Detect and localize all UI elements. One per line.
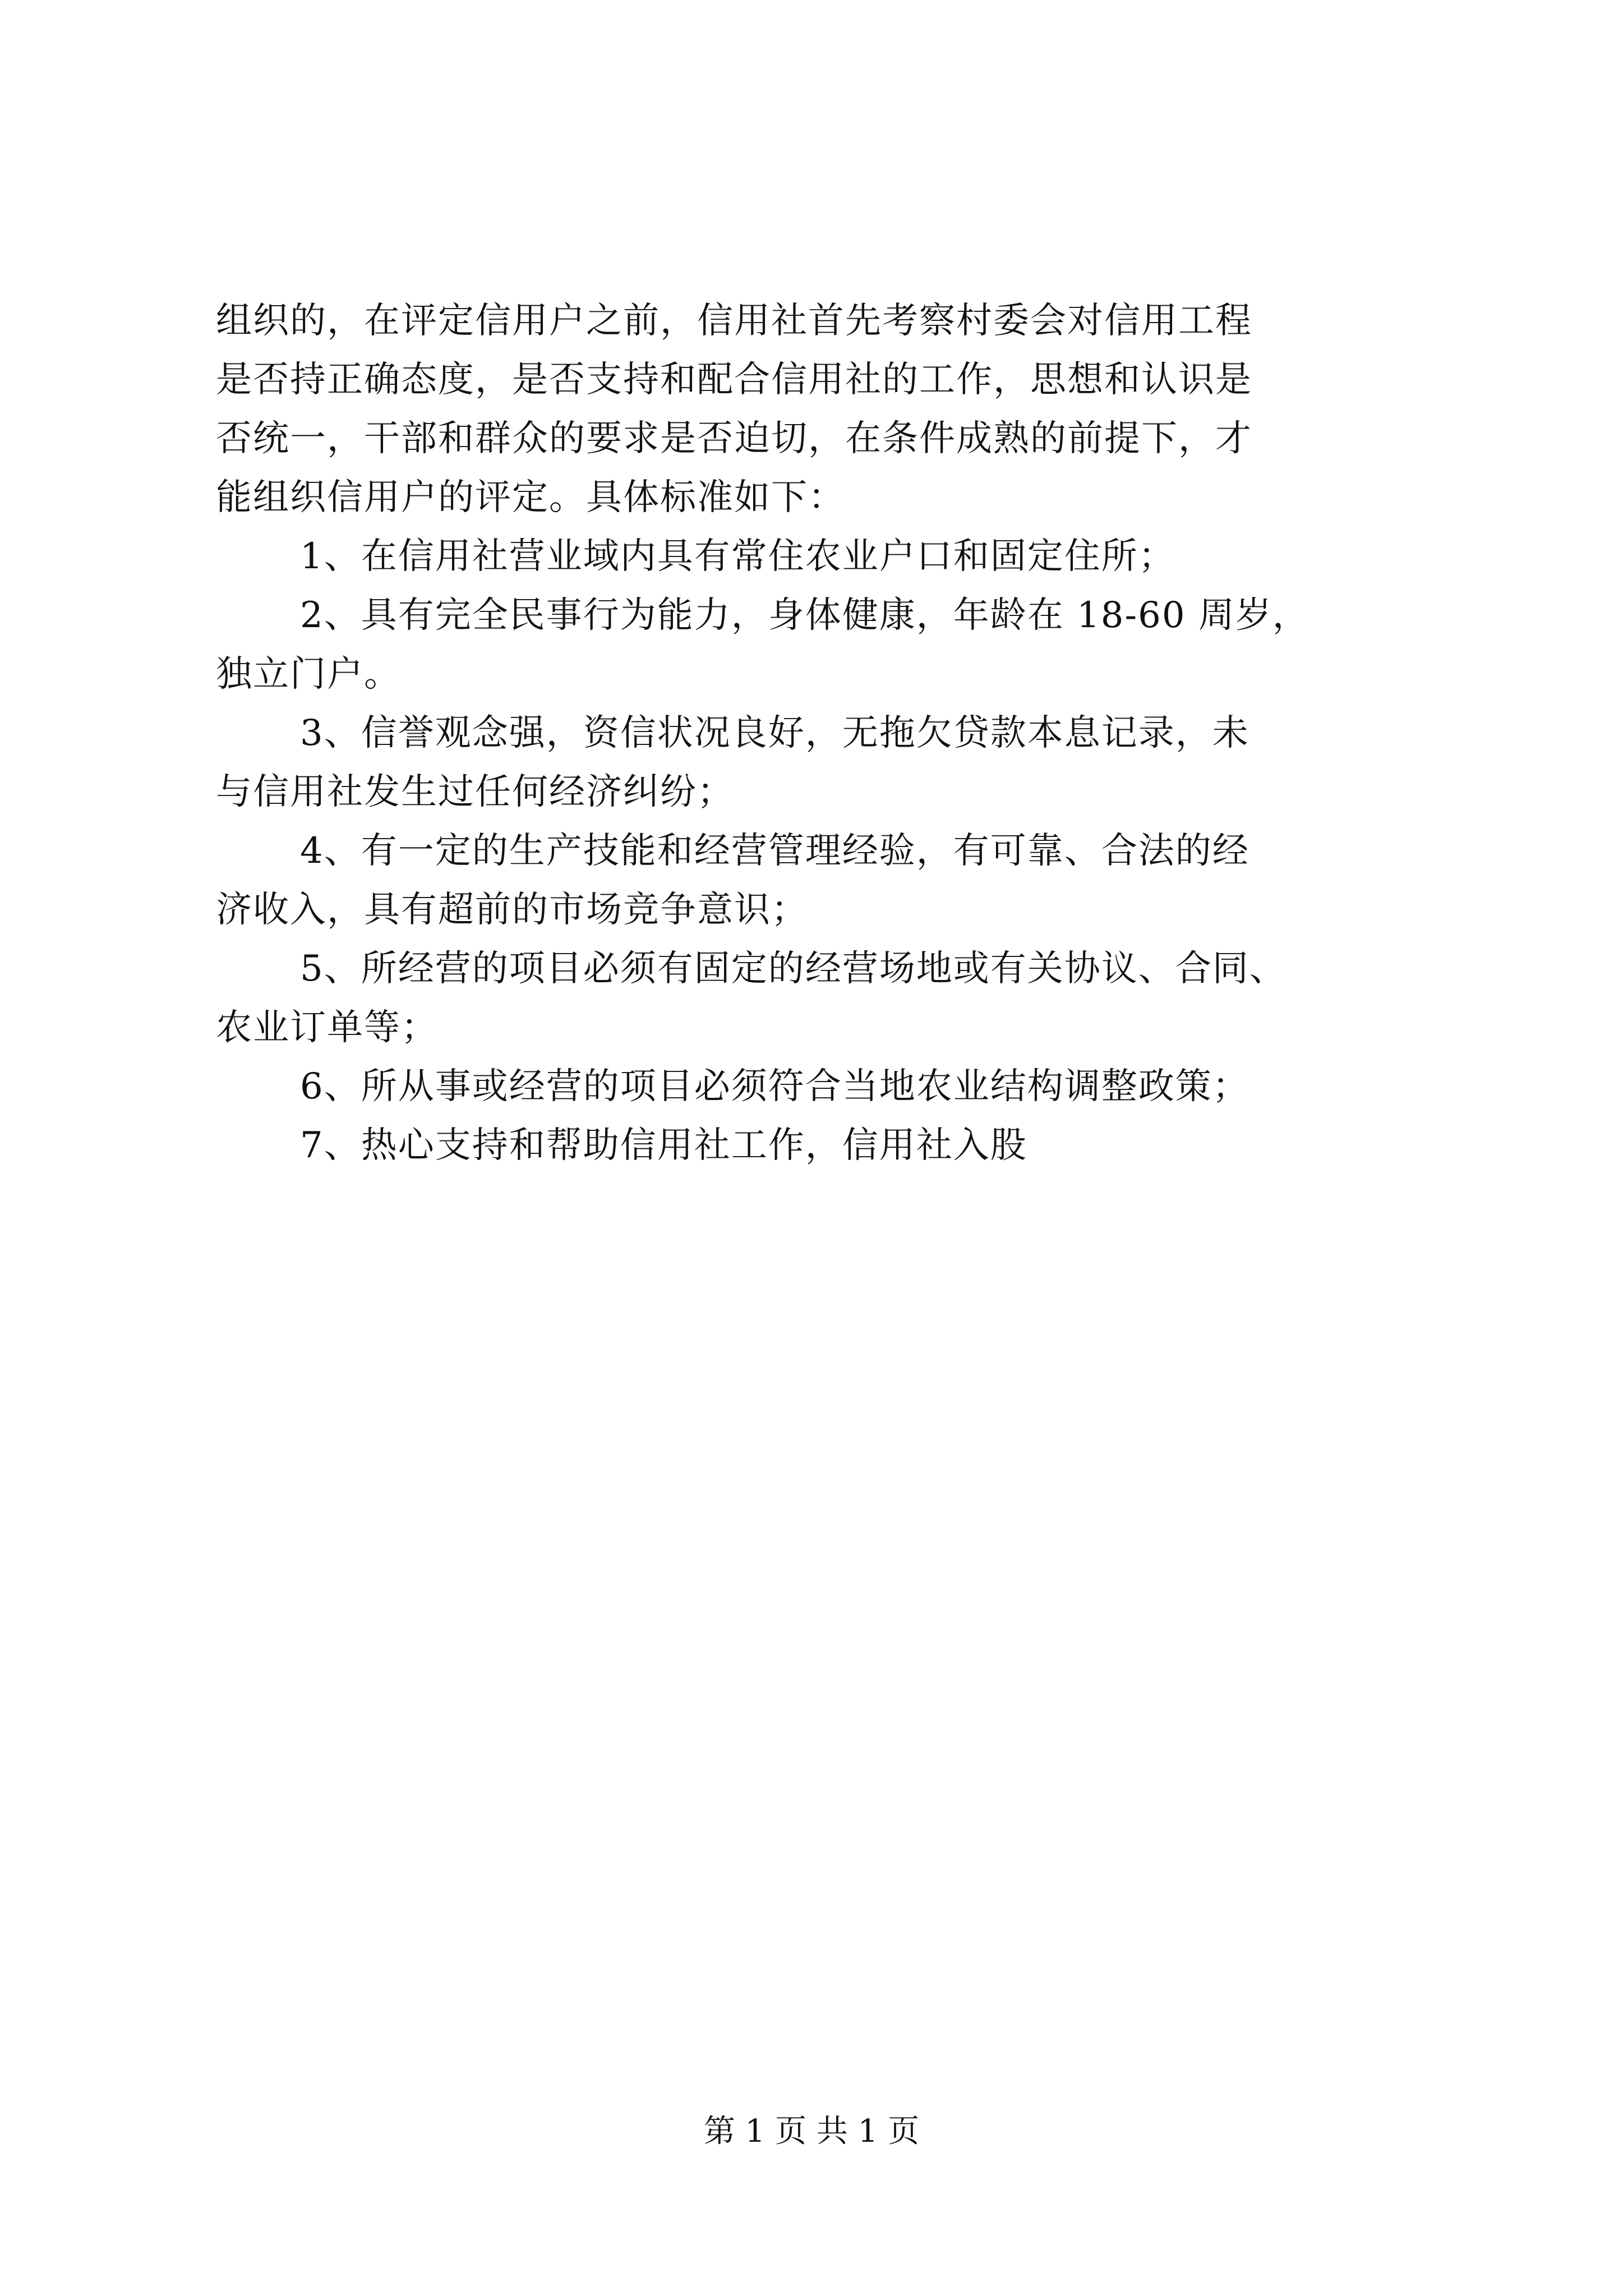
list-item-2: 2、具有完全民事行为能力，身体健康，年龄在 18-60 周岁， (300, 595, 1310, 636)
list-item-3-continuation: 与信用社发生过任何经济纠纷； (216, 771, 734, 813)
list-item-5-continuation: 农业订单等； (216, 1007, 438, 1048)
page-number-footer: 第 1 页 共 1 页 (703, 2113, 920, 2150)
list-item-5: 5、所经营的项目必须有固定的经营场地或有关协议、合同、 (300, 948, 1287, 990)
document-body (216, 292, 1438, 1175)
list-item-6: 6、所从事或经营的项目必须符合当地农业结构调整政策； (300, 1066, 1249, 1107)
list-item-4: 4、有一定的生产技能和经营管理经验，有可靠、合法的经 (300, 830, 1249, 872)
list-item-2-continuation: 独立门户。 (216, 654, 401, 695)
list-item-3: 3、信誉观念强，资信状况良好，无拖欠贷款本息记录，未 (300, 712, 1249, 754)
list-item-4-continuation: 济收入，具有超前的市场竞争意识； (216, 889, 808, 931)
list-item-1: 1、在信用社营业域内具有常住农业户口和固定住所； (300, 536, 1175, 577)
list-item-7: 7、热心支持和帮助信用社工作，信用社入股 (300, 1125, 1027, 1166)
paragraph-line: 否统一，干部和群众的要求是否迫切，在条件成熟的前提下，才 (216, 418, 1252, 459)
paragraph-line: 是否持正确态度，是否支持和配合信用社的工作，思想和认识是 (216, 359, 1252, 401)
paragraph-line: 组织的，在评定信用户之前，信用社首先考察村委会对信用工程 (216, 300, 1252, 342)
paragraph-line: 能组织信用户的评定。具体标准如下： (216, 477, 845, 518)
